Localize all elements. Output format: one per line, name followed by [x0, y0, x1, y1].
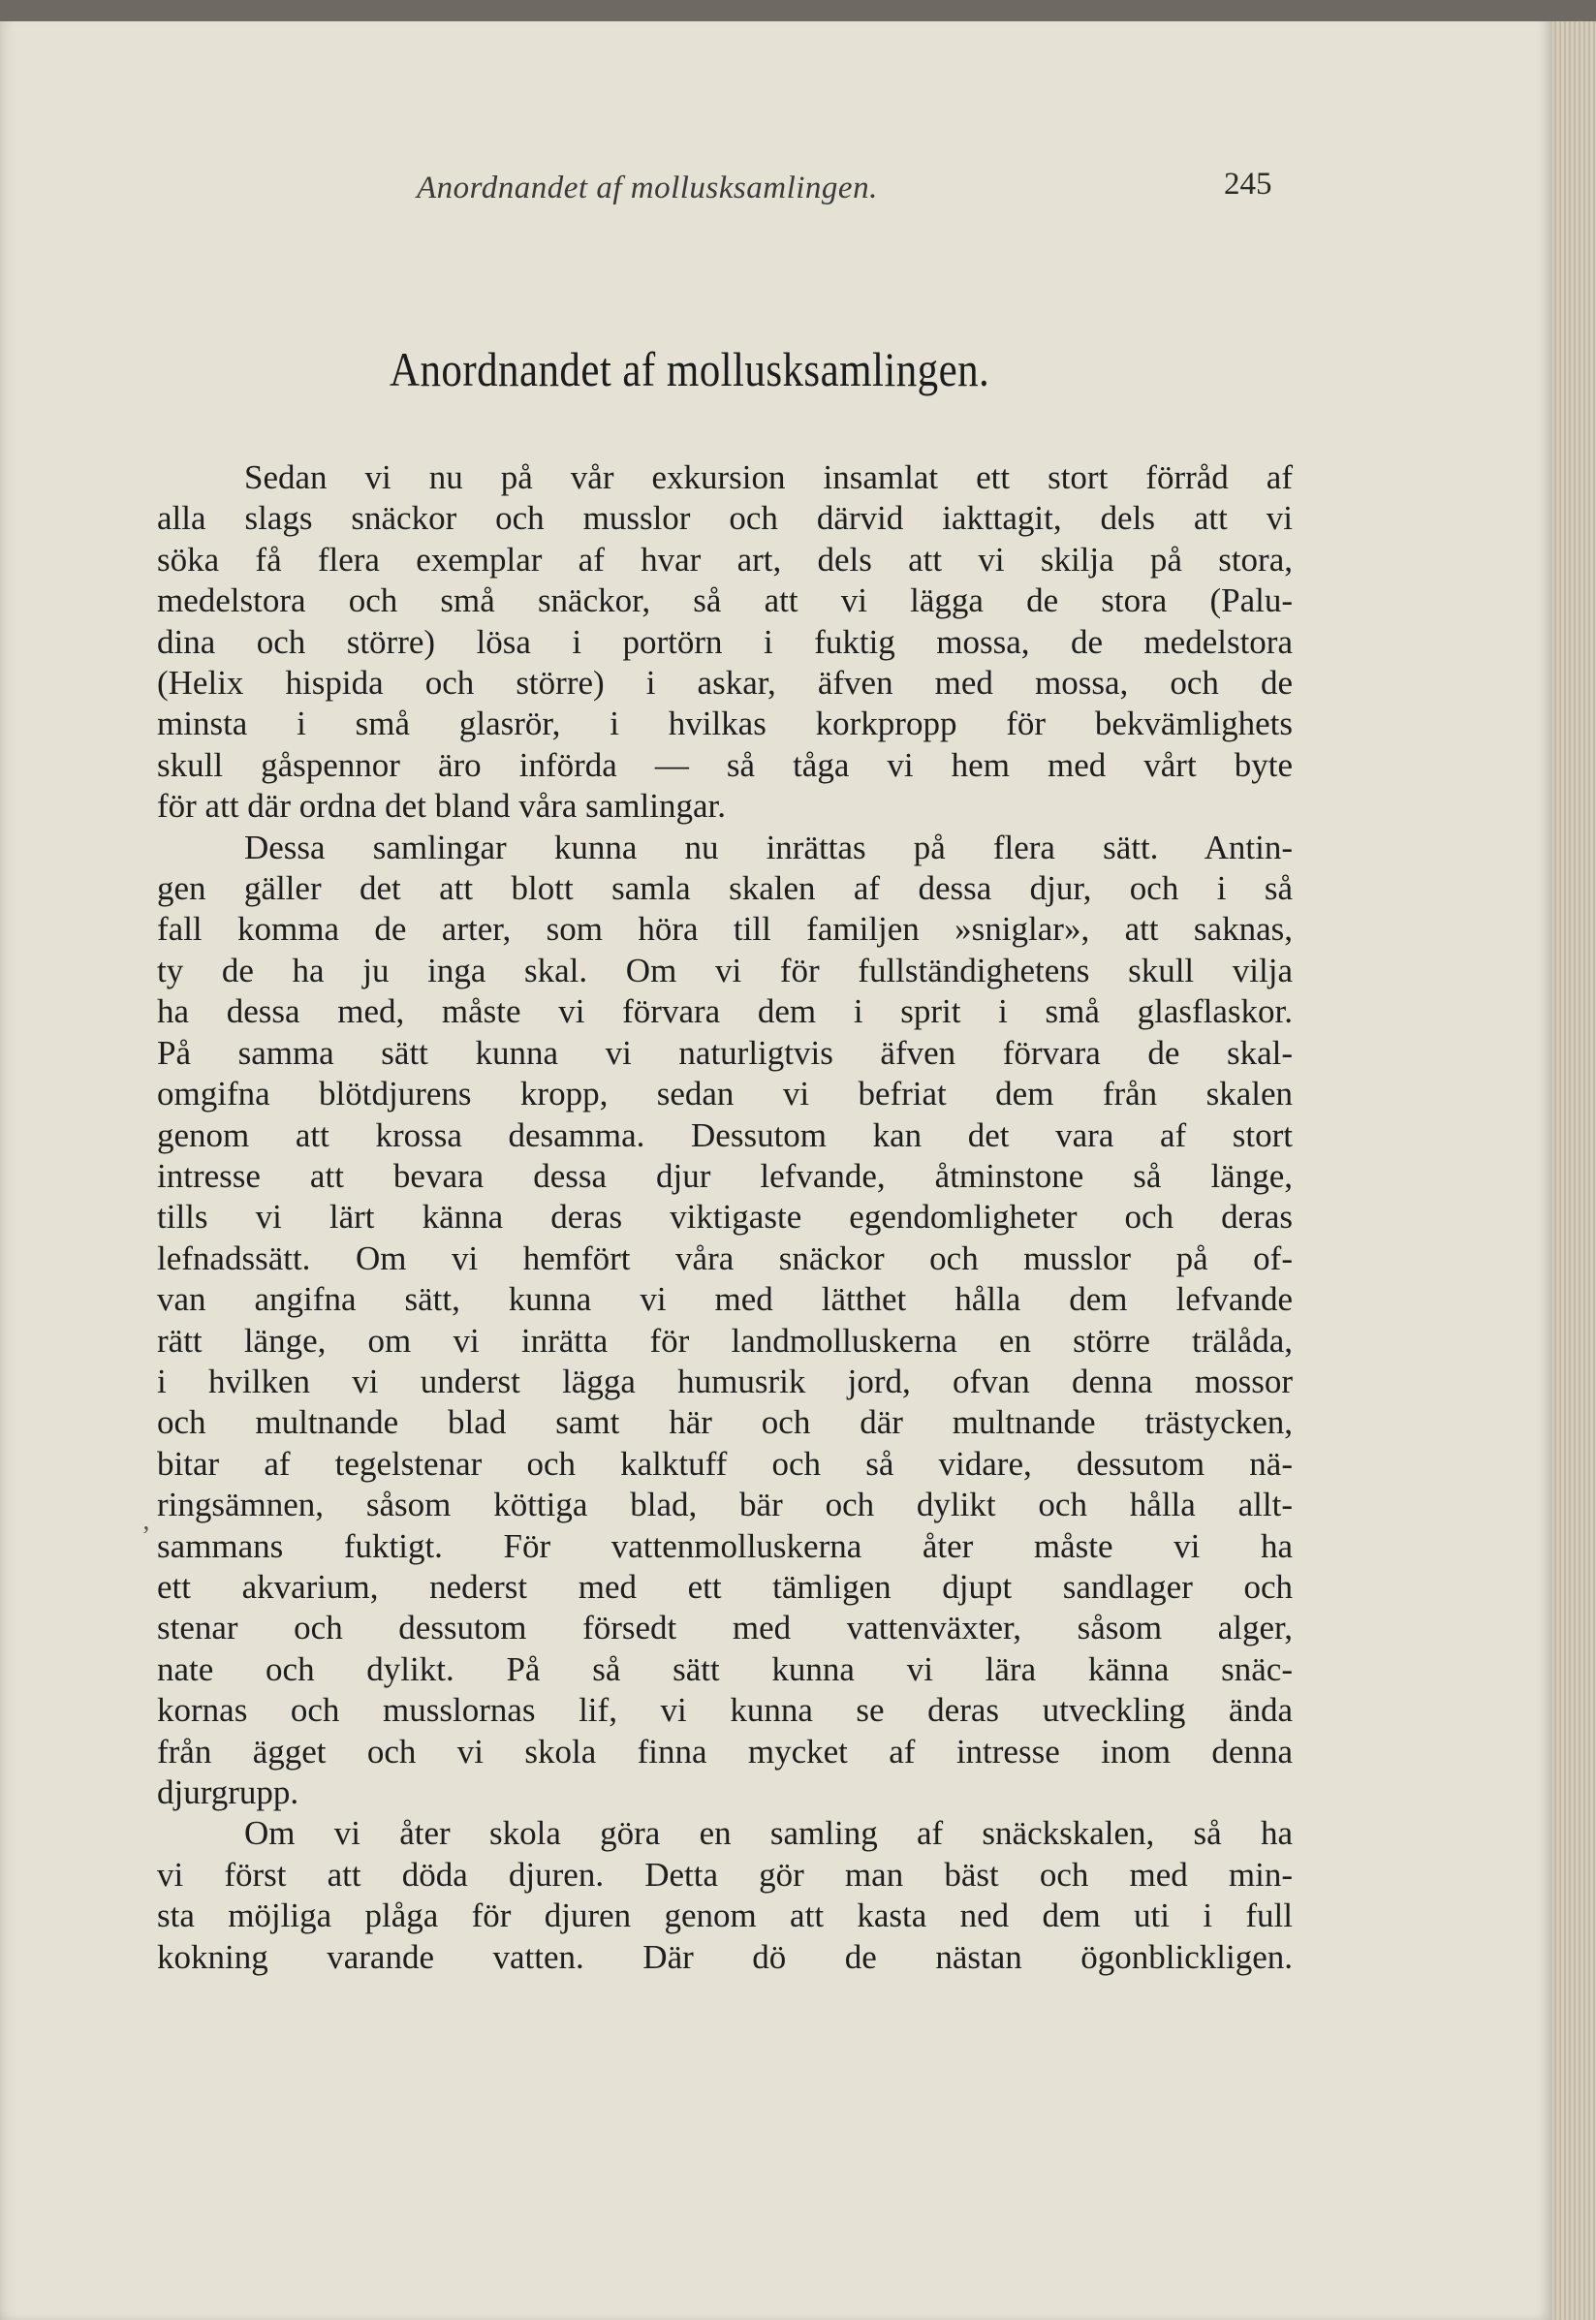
text-line: djurgrupp. — [157, 1773, 299, 1811]
text-line: omgifna blötdjurens kropp, sedan vi befriat dem från skalen — [157, 1075, 1293, 1113]
text-line: kornas och musslornas lif, vi kunna se deras utveckling ända — [157, 1691, 1293, 1730]
text-line: skull gåspennor äro införda — så tåga vi hem med vårt byte — [157, 745, 1293, 784]
text-line: nate och dylikt. På så sätt kunna vi lära känna snäc- — [157, 1649, 1293, 1688]
text-line: gen gäller det att blott samla skalen af dessa djur, och i så — [157, 869, 1293, 908]
text-line: (Helix hispida och större) i askar, äfven med mossa, och de — [157, 664, 1293, 703]
text-line: sta möjliga plåga för djuren genom att kasta ned dem uti i full — [157, 1897, 1293, 1935]
text-line: ty de ha ju inga skal. Om vi för fullständighetens skull vilja — [157, 951, 1293, 989]
running-head: Anordnandet af mollusksamlingen. — [417, 171, 878, 205]
page-edge-stack — [1552, 0, 1596, 2320]
text-line: ha dessa med, måste vi förvara dem i sprit i små glasflaskor. — [157, 992, 1293, 1031]
text-line: stenar och dessutom försedt med vattenväxter, såsom alger, — [157, 1609, 1293, 1647]
text-line: sammans fuktigt. För vattenmolluskerna åter måste vi ha — [157, 1526, 1293, 1565]
text-line: Om vi åter skola göra en samling af snäckskalen, så ha — [244, 1814, 1293, 1853]
text-line: På samma sätt kunna vi naturligtvis äfven förvara de skal- — [157, 1033, 1293, 1072]
scan-top-border — [0, 0, 1596, 21]
text-line: Dessa samlingar kunna nu inrättas på flera sätt. Antin- — [244, 828, 1293, 866]
text-line: ett akvarium, nederst med ett tämligen djupt sandlager och — [157, 1567, 1293, 1606]
text-line: alla slags snäckor och musslor och därvid iakttagit, dels att vi — [157, 499, 1293, 538]
text-line: bitar af tegelstenar och kalktuff och så vidare, dessutom nä- — [157, 1444, 1293, 1483]
text-line: för att där ordna det bland våra samlingar. — [157, 787, 727, 826]
text-line: dina och större) lösa i portörn i fuktig mossa, de medelstora — [157, 622, 1293, 661]
page-number: 245 — [1224, 167, 1272, 202]
text-line: kokning varande vatten. Där dö de nästan ögonblickligen. — [157, 1937, 1293, 1976]
text-line: genom att krossa desamma. Dessutom kan det vara af stort — [157, 1115, 1293, 1154]
text-line: lefnadssätt. Om vi hemfört våra snäckor och musslor på of- — [157, 1238, 1293, 1277]
text-line: och multnande blad samt här och där multnande trästycken, — [157, 1403, 1293, 1442]
text-line: van angifna sätt, kunna vi med lätthet hålla dem lefvande — [157, 1280, 1293, 1319]
margin-tick-mark: ʼ — [141, 1521, 151, 1552]
body-text — [157, 457, 1293, 1978]
text-line: från ägget och vi skola finna mycket af intresse inom denna — [157, 1732, 1293, 1771]
text-line: vi först att döda djuren. Detta gör man bäst och med min- — [157, 1855, 1293, 1894]
text-line: i hvilken vi underst lägga humusrik jord, ofvan denna mossor — [157, 1362, 1293, 1400]
text-line: fall komma de arter, som höra till familjen »sniglar», att saknas, — [157, 910, 1293, 949]
text-line: minsta i små glasrör, i hvilkas korkpropp för bekvämlighets — [157, 705, 1293, 743]
text-line: Sedan vi nu på vår exkursion insamlat ett stort förråd af — [244, 458, 1293, 496]
text-line: ringsämnen, såsom köttiga blad, bär och dylikt och hålla allt- — [157, 1486, 1293, 1524]
text-line: intresse att bevara dessa djur lefvande, åtminstone så länge, — [157, 1156, 1293, 1195]
text-line: medelstora och små snäckor, så att vi lägga de stora (Palu- — [157, 581, 1293, 620]
text-line: rätt länge, om vi inrätta för landmolluskerna en större trälåda, — [157, 1321, 1293, 1360]
section-heading: Anordnandet af mollusksamlingen. — [390, 342, 990, 396]
text-line: tills vi lärt känna deras viktigaste egendomligheter och deras — [157, 1198, 1293, 1237]
text-line: söka få flera exemplar af hvar art, dels att vi skilja på stora, — [157, 540, 1293, 579]
